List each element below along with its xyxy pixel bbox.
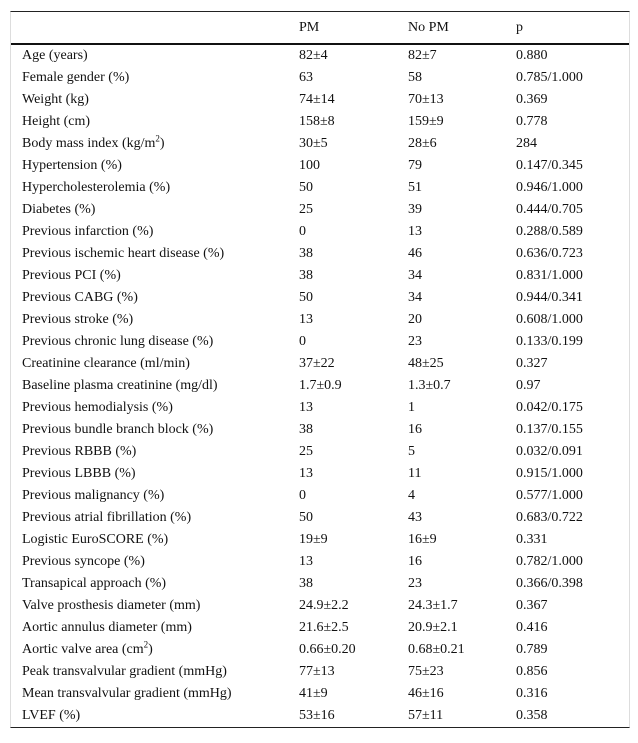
no-pm-value: 20: [408, 312, 422, 327]
pm-value: 0: [299, 224, 306, 239]
row-label-text: Previous malignancy (%): [22, 488, 165, 503]
table-row: [11, 683, 629, 705]
row-label-text: Previous syncope (%): [22, 554, 145, 569]
no-pm-value: 0.68±0.21: [408, 642, 465, 657]
table-row: [11, 375, 629, 397]
no-pm-value: 43: [408, 510, 422, 525]
row-label: [22, 529, 168, 551]
no-pm-value: 79: [408, 158, 422, 173]
pm-value: 50: [299, 290, 313, 305]
p-value: 284: [516, 136, 537, 151]
no-pm-value: 58: [408, 70, 422, 85]
table-row: [11, 573, 629, 595]
pm-value: 0.66±0.20: [299, 642, 356, 657]
table-row: [11, 265, 629, 287]
table-row: [11, 177, 629, 199]
p-value: 0.147/0.345: [516, 158, 583, 173]
row-label: [22, 67, 129, 89]
row-label: [22, 617, 192, 639]
p-value: 0.856: [516, 664, 548, 679]
row-label-text: Hypertension (%): [22, 158, 122, 173]
no-pm-value: 16±9: [408, 532, 437, 547]
row-label-text: Aortic valve area (cm: [22, 642, 144, 657]
no-pm-value: 57±11: [408, 708, 444, 723]
p-value: 0.789: [516, 642, 548, 657]
row-label: [22, 441, 136, 463]
table-row: [11, 661, 629, 683]
no-pm-value: 28±6: [408, 136, 437, 151]
header-no-pm: No PM: [408, 20, 449, 35]
p-value: 0.331: [516, 532, 548, 547]
row-label-text: Body mass index (kg/m: [22, 136, 156, 151]
no-pm-value: 70±13: [408, 92, 444, 107]
row-label: [22, 419, 213, 441]
row-label-text: Height (cm): [22, 114, 91, 129]
no-pm-value: 23: [408, 334, 422, 349]
row-label: [22, 309, 133, 331]
table-row: [11, 639, 629, 661]
pm-value: 21.6±2.5: [299, 620, 349, 635]
row-label-text: Aortic annulus diameter (mm): [22, 620, 192, 635]
p-value: 0.366/0.398: [516, 576, 583, 591]
header-pm: PM: [299, 20, 320, 35]
row-label: [22, 661, 227, 683]
table-row: [11, 441, 629, 463]
row-label-text: Previous chronic lung disease (%): [22, 334, 214, 349]
table-row: [11, 507, 629, 529]
row-label-text: Creatinine clearance (ml/min): [22, 356, 190, 371]
pm-value: 19±9: [299, 532, 328, 547]
p-value: 0.137/0.155: [516, 422, 583, 437]
pm-value: 82±4: [299, 48, 328, 63]
pm-value: 77±13: [299, 664, 335, 679]
pm-value: 13: [299, 312, 313, 327]
row-label: [22, 551, 145, 573]
p-value: 0.785/1.000: [516, 70, 583, 85]
table-row: [11, 595, 629, 617]
row-label-text: Previous LBBB (%): [22, 466, 136, 481]
no-pm-value: 13: [408, 224, 422, 239]
pm-value: 25: [299, 444, 313, 459]
row-label-text: Previous infarction (%): [22, 224, 154, 239]
no-pm-value: 82±7: [408, 48, 437, 63]
p-value: 0.608/1.000: [516, 312, 583, 327]
p-value: 0.636/0.723: [516, 246, 583, 261]
row-label: [22, 177, 170, 199]
pm-value: 63: [299, 70, 313, 85]
row-label-text: Previous stroke (%): [22, 312, 134, 327]
table-row: [11, 529, 629, 551]
no-pm-value: 159±9: [408, 114, 444, 129]
row-label: [22, 573, 166, 595]
table-row: [11, 155, 629, 177]
pm-value: 13: [299, 400, 313, 415]
row-label-text: Transapical approach (%): [22, 576, 167, 591]
row-label-text: LVEF (%): [22, 708, 81, 723]
p-value: 0.880: [516, 48, 548, 63]
row-label: [22, 595, 200, 617]
row-label: [22, 463, 136, 485]
table-header: [11, 12, 629, 45]
row-label-text: Age (years): [22, 48, 88, 63]
table-row: [11, 617, 629, 639]
pm-value: 100: [299, 158, 320, 173]
row-label-text: Valve prosthesis diameter (mm): [22, 598, 201, 613]
pm-value: 25: [299, 202, 313, 217]
row-label: [22, 221, 153, 243]
row-label-text: Previous CABG (%): [22, 290, 138, 305]
superscript: 2: [143, 639, 149, 650]
table-row: [11, 551, 629, 573]
data-table: [10, 11, 630, 728]
table-row: [11, 309, 629, 331]
row-label: [22, 353, 190, 375]
table-row: [11, 705, 629, 727]
row-label: [22, 507, 191, 529]
row-label-text: Peak transvalvular gradient (mmHg): [22, 664, 227, 679]
row-label: [22, 89, 89, 111]
row-label: [22, 331, 213, 353]
no-pm-value: 1.3±0.7: [408, 378, 451, 393]
p-value: 0.327: [516, 356, 548, 371]
pm-value: 0: [299, 334, 306, 349]
no-pm-value: 34: [408, 268, 422, 283]
p-value: 0.133/0.199: [516, 334, 583, 349]
pm-value: 50: [299, 510, 313, 525]
no-pm-value: 48±25: [408, 356, 444, 371]
p-value: 0.782/1.000: [516, 554, 583, 569]
no-pm-value: 51: [408, 180, 422, 195]
pm-value: 41±9: [299, 686, 328, 701]
p-value: 0.288/0.589: [516, 224, 583, 239]
pm-value: 37±22: [299, 356, 335, 371]
row-label: [22, 397, 173, 419]
row-label-text: Diabetes (%): [22, 202, 96, 217]
p-value: 0.944/0.341: [516, 290, 583, 305]
row-label-text: Mean transvalvular gradient (mmHg): [22, 686, 232, 701]
table-row: [11, 89, 629, 111]
table-row: [11, 199, 629, 221]
pm-value: 38: [299, 422, 313, 437]
pm-value: 0: [299, 488, 306, 503]
row-label: [22, 111, 90, 133]
p-value: 0.778: [516, 114, 548, 129]
no-pm-value: 34: [408, 290, 422, 305]
table-row: [11, 111, 629, 133]
table-row: [11, 397, 629, 419]
table-row: [11, 45, 629, 67]
pm-value: 1.7±0.9: [299, 378, 342, 393]
row-label-text: Previous bundle branch block (%): [22, 422, 214, 437]
table-row: [11, 67, 629, 89]
table-row: [11, 331, 629, 353]
row-label-text: Female gender (%): [22, 70, 130, 85]
no-pm-value: 24.3±1.7: [408, 598, 458, 613]
no-pm-value: 46: [408, 246, 422, 261]
row-label: [22, 683, 232, 705]
no-pm-value: 5: [408, 444, 415, 459]
pm-value: 38: [299, 268, 313, 283]
row-label-text: Previous PCI (%): [22, 268, 121, 283]
p-value: 0.367: [516, 598, 548, 613]
p-value: 0.915/1.000: [516, 466, 583, 481]
row-label: [22, 287, 138, 309]
no-pm-value: 23: [408, 576, 422, 591]
no-pm-value: 16: [408, 554, 422, 569]
p-value: 0.416: [516, 620, 548, 635]
no-pm-value: 39: [408, 202, 422, 217]
superscript: 2: [155, 133, 160, 144]
pm-value: 74±14: [299, 92, 335, 107]
row-label-text: Weight (kg): [22, 92, 89, 107]
p-value: 0.316: [516, 686, 548, 701]
row-label-text: Previous ischemic heart disease (%): [22, 246, 225, 261]
row-label: [22, 705, 80, 727]
row-label: [22, 265, 121, 287]
row-label-tail: ): [148, 642, 153, 657]
no-pm-value: 46±16: [408, 686, 444, 701]
row-label: [22, 243, 224, 265]
row-label-text: Previous hemodialysis (%): [22, 400, 173, 415]
pm-value: 13: [299, 554, 313, 569]
row-label: [22, 485, 164, 507]
pm-value: 38: [299, 246, 313, 261]
table-row: [11, 133, 629, 155]
no-pm-value: 16: [408, 422, 422, 437]
row-label-text: Previous atrial fibrillation (%): [22, 510, 192, 525]
row-label-tail: ): [159, 136, 165, 151]
pm-value: 53±16: [299, 708, 335, 723]
pm-value: 50: [299, 180, 313, 195]
row-label-text: Baseline plasma creatinine (mg/dl): [22, 378, 218, 393]
p-value: 0.831/1.000: [516, 268, 583, 283]
table-row: [11, 221, 629, 243]
p-value: 0.683/0.722: [516, 510, 583, 525]
row-label-text: Hypercholesterolemia (%): [22, 180, 171, 195]
table-row: [11, 485, 629, 507]
p-value: 0.444/0.705: [516, 202, 583, 217]
no-pm-value: 20.9±2.1: [408, 620, 458, 635]
row-label: [22, 45, 88, 67]
pm-value: 30±5: [299, 136, 328, 151]
row-label: [22, 133, 165, 155]
no-pm-value: 11: [408, 466, 422, 481]
pm-value: 158±8: [299, 114, 335, 129]
pm-value: 24.9±2.2: [299, 598, 349, 613]
p-value: 0.369: [516, 92, 548, 107]
row-label-text: Previous RBBB (%): [22, 444, 137, 459]
no-pm-value: 75±23: [408, 664, 444, 679]
table-row: [11, 419, 629, 441]
table-body: [11, 45, 629, 727]
pm-value: 38: [299, 576, 313, 591]
table-row: [11, 287, 629, 309]
p-value: 0.577/1.000: [516, 488, 583, 503]
p-value: 0.946/1.000: [516, 180, 583, 195]
p-value: 0.358: [516, 708, 548, 723]
table-row: [11, 353, 629, 375]
no-pm-value: 4: [408, 488, 415, 503]
header-p: p: [516, 20, 523, 35]
p-value: 0.97: [516, 378, 541, 393]
row-label: [22, 199, 95, 221]
no-pm-value: 1: [408, 400, 415, 415]
pm-value: 13: [299, 466, 313, 481]
row-label-text: Logistic EuroSCORE (%): [22, 532, 169, 547]
table-row: [11, 463, 629, 485]
row-label: [22, 155, 122, 177]
table-row: [11, 243, 629, 265]
p-value: 0.042/0.175: [516, 400, 583, 415]
row-label: [22, 375, 218, 397]
row-label: [22, 639, 153, 661]
p-value: 0.032/0.091: [516, 444, 583, 459]
